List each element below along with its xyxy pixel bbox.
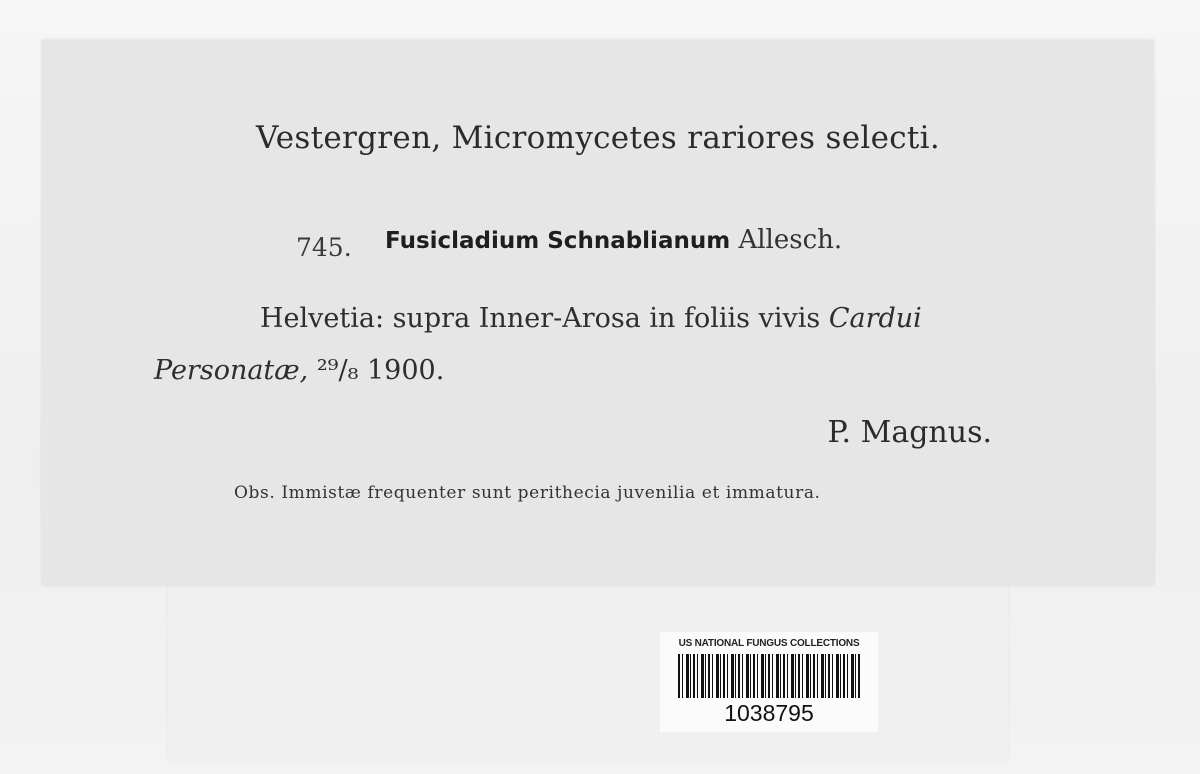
collection-date: ²⁹/₈ 1900. xyxy=(308,355,445,386)
barcode-label xyxy=(660,632,878,732)
exsiccata-title: Vestergren, Micromycetes rariores selecti. xyxy=(255,120,941,156)
collector-name: P. Magnus. xyxy=(827,415,992,450)
barcode-institution: US NATIONAL FUNGUS COLLECTIONS xyxy=(678,638,860,649)
lower-packet-paper xyxy=(168,560,1008,760)
taxon-author: Allesch. xyxy=(738,225,843,255)
barcode-number: 1038795 xyxy=(724,700,814,726)
observation-note: Obs. Immistæ frequenter sunt perithecia juvenilia et immatura. xyxy=(234,483,821,503)
barcode-bars xyxy=(678,654,860,698)
locality-text: Helvetia: supra Inner-Arosa in foliis vivis xyxy=(260,303,829,334)
specimen-label xyxy=(42,40,1154,585)
specimen-number: 745. xyxy=(296,233,352,262)
locality-line-2 xyxy=(154,355,444,386)
locality-line-1 xyxy=(260,303,922,334)
host-genus: Cardui xyxy=(828,303,922,334)
taxon xyxy=(385,225,842,255)
taxon-name: Fusicladium Schnablianum xyxy=(385,228,731,254)
host-epithet: Personatæ, xyxy=(154,355,309,386)
